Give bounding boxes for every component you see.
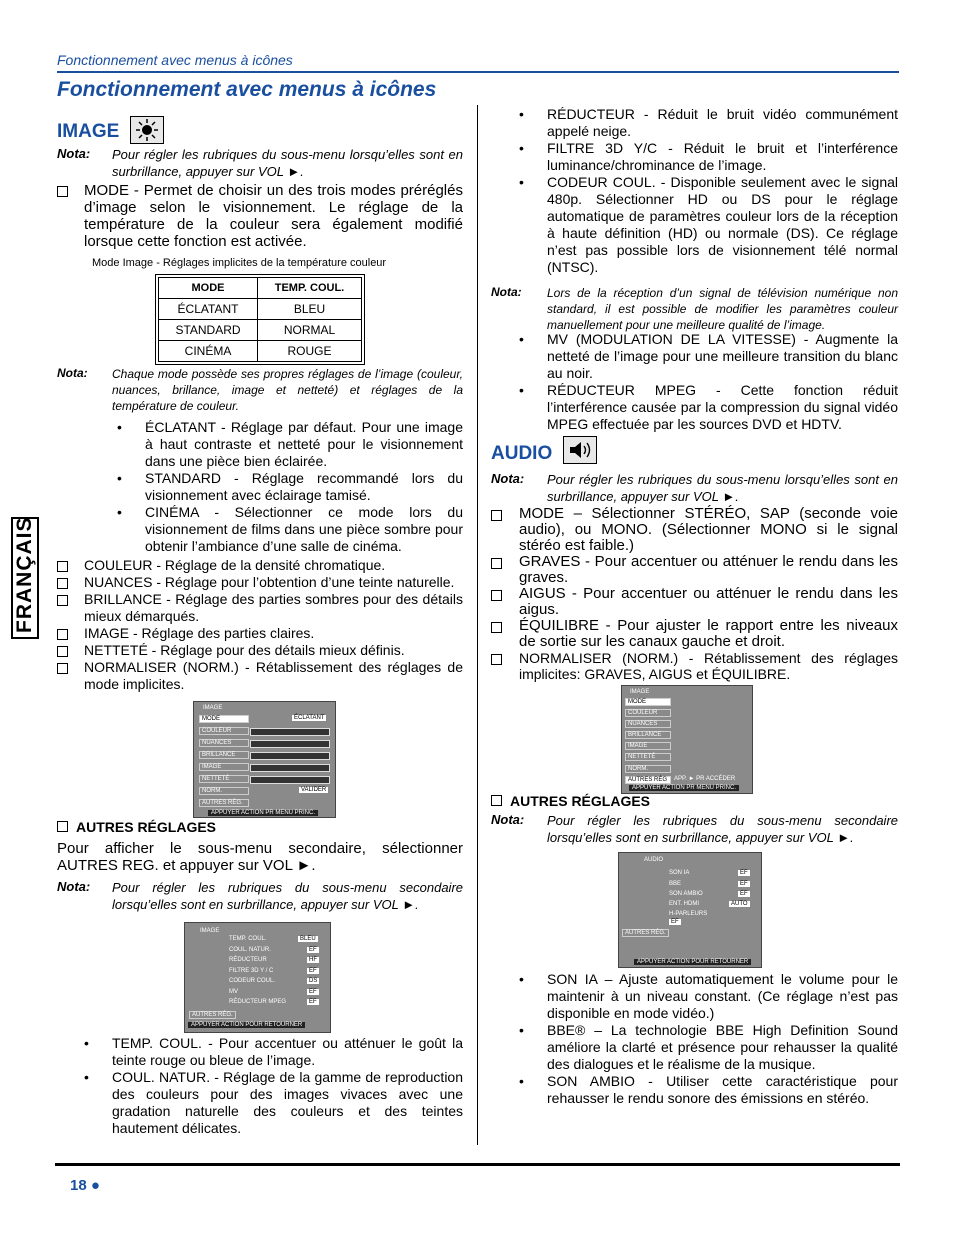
list-item: • TEMP. COUL. - Pour accentuer ou atténuer le goût la teinte rouge ou bleue de l’image. [112, 1035, 463, 1069]
autres-text: Pour afficher le sous-menu secondaire, sélectionner AUTRES REG. et appuyer sur VOL ►. [57, 840, 463, 874]
autres-heading: AUTRES RÉGLAGES [510, 793, 651, 809]
table-cell: CINÉMA [159, 341, 258, 362]
nota-text: Pour régler les rubriques du sous-menu lorsqu’elles sont en surbrillance, appuyer sur VOL ►. [547, 472, 898, 504]
checkbox-icon [491, 795, 502, 806]
menu-value: EF [309, 989, 317, 995]
screen-title: IMAGE [203, 705, 223, 711]
menu-item: AUTRES RÉG [625, 776, 671, 784]
nota-6 [491, 812, 898, 848]
list-item: GRAVES - Pour accentuer ou atténuer le rendu dans les graves. [519, 553, 898, 586]
right-bullets-mid [547, 331, 898, 433]
nota-label: Nota: [491, 471, 525, 486]
checkbox-icon [491, 510, 502, 521]
slider-bar [250, 776, 330, 784]
menu-item: NORM. [625, 765, 671, 773]
checkbox-icon [57, 186, 68, 197]
table-header: MODE [159, 278, 258, 299]
checkbox-icon [491, 590, 502, 601]
nota-label: Nota: [491, 285, 522, 299]
menu-item: MV [229, 989, 238, 995]
slider-bar [250, 740, 330, 748]
autres-heading-right [491, 793, 650, 809]
running-head: Fonctionnement avec menus à icônes [57, 52, 293, 68]
list-item: • ÉCLATANT - Réglage par défaut. Pour une image à haut contraste et netteté pour le visionnement dans une pièce bien éclairée. [145, 419, 463, 470]
menu-item: RÉDUCTEUR [229, 957, 267, 963]
list-item: • CINÉMA - Sélectionner ce mode lors du visionnement de films dans une pièce sombre pour obtenir l’ambiance d’une salle de cinéma. [145, 504, 463, 555]
header-rule [57, 71, 899, 73]
slider-bar [250, 752, 330, 760]
list-item: • MV (MODULATION DE LA VITESSE) - Augmente la netteté de l’image pour une meilleure transition du blanc au noir. [547, 331, 898, 382]
checkbox-icon [57, 595, 68, 606]
app-label: APP. ► PR ACCÉDER [674, 776, 736, 782]
validate-label: VALIDER [301, 787, 327, 793]
table-cell: ROUGE [258, 341, 362, 362]
menu-item: TEMP. COUL. [229, 936, 267, 942]
menu-item: SON IA [669, 870, 690, 876]
column-divider [477, 105, 478, 1145]
nota-5 [491, 471, 898, 507]
menu-value: DS [309, 978, 318, 984]
table-cell: ÉCLATANT [159, 299, 258, 320]
mode-paragraph [57, 182, 463, 250]
autres-heading-left [57, 819, 216, 835]
table-header: TEMP. COUL. [258, 278, 362, 299]
screen-image-submenu [184, 922, 331, 1033]
menu-item: ENT. HDMI [669, 901, 699, 907]
menu-value: EF [309, 999, 317, 1005]
brightness-icon [130, 116, 164, 144]
menu-value: EF [309, 968, 317, 974]
screen-title: AUDIO [644, 857, 664, 863]
list-item: NUANCES - Réglage pour l’obtention d’une teinte naturelle. [84, 574, 455, 590]
menu-item: RÉDUCTEUR MPEG [229, 999, 287, 1005]
nota-label: Nota: [57, 879, 91, 894]
nota-1 [57, 146, 463, 182]
checkbox-icon [57, 646, 68, 657]
bottom-bullets [112, 1035, 463, 1137]
list-item: MODE – Sélectionner STÉRÉO, SAP (seconde voie audio), ou MONO. (Sélectionner MONO si le signal stéréo est faible.) [519, 505, 898, 554]
screen-audio-submenu [618, 852, 762, 968]
menu-item: MODE [625, 698, 671, 706]
mode-bullets [145, 419, 463, 555]
menu-value: AUTO [731, 901, 748, 907]
screen-footer: APPUYER ACTION PR MENU PRINC. [629, 785, 739, 791]
list-item: • COUL. NATUR. - Réglage de la gamme de reproduction des couleurs pour des images vivaces avec une gradation naturelle des couleurs et des teintes hautement délicates. [112, 1069, 463, 1137]
menu-item: NUANCES [625, 720, 671, 728]
checkbox-icon [57, 578, 68, 589]
list-item: • FILTRE 3D Y/C - Réduit le bruit et l’interférence luminance/chrominance de l’image. [547, 140, 898, 174]
menu-value: HF [309, 957, 317, 963]
audio-heading: AUDIO [491, 443, 553, 464]
list-item: • SON AMBIO - Utiliser cette caractéristique pour rehausser le rendu sonore des émissions en stéréo. [547, 1073, 898, 1107]
screen-image-menu [193, 701, 336, 818]
side-tab [0, 516, 38, 640]
checkbox-icon [57, 821, 68, 832]
checkbox-icon [57, 561, 68, 572]
mode-value: ÉCLATANT [294, 715, 325, 721]
menu-item: AUTRES RÉG. [622, 929, 669, 937]
menu-item: MODE [199, 715, 249, 723]
autres-heading: AUTRES RÉGLAGES [76, 819, 217, 835]
screen-footer: APPUYER ACTION POUR RETOURNER [634, 959, 751, 965]
menu-item: COULEUR [625, 709, 671, 717]
checkbox-icon [491, 654, 502, 665]
menu-item: SON AMBIO [669, 891, 703, 897]
menu-value: EF [740, 870, 748, 876]
checkbox-icon [491, 622, 502, 633]
nota-3 [57, 879, 463, 915]
list-item: • CODEUR COUL. - Disponible seulement avec le signal 480p. Sélectionner HD ou DS pour le réglage automatique de paramètres couleur lors de la réception à haute définition (HD) ou normale (DS). Ce réglage n’est pas possible lors de visionnement télé normal (NTSC). [547, 174, 898, 276]
menu-item: NETTETÉ [625, 753, 671, 761]
menu-item: IMAGE [625, 742, 671, 750]
right-bullets-bottom [547, 971, 898, 1107]
menu-item: NETTETÉ [199, 775, 249, 783]
checkbox-icon [57, 629, 68, 640]
screen-title: IMAGE [200, 928, 220, 934]
list-item: • RÉDUCTEUR - Réduit le bruit vidéo communément appelé neige. [547, 106, 898, 140]
menu-item: FILTRE 3D Y / C [229, 968, 274, 974]
mode-text: MODE - Permet de choisir un des trois modes préréglés d’image selon le visionnement. Le réglage de la température de la couleur sera également modifié lorsque cette fonction est activée. [84, 182, 463, 250]
menu-item: AUTRES RÉG. [199, 799, 249, 807]
menu-item: AUTRES RÉG. [189, 1011, 236, 1019]
table-cell: NORMAL [258, 320, 362, 341]
menu-item: BRILLANCE [625, 731, 671, 739]
menu-value: BLEU [300, 936, 316, 942]
list-item: • BBE® – La technologie BBE High Definition Sound améliore la clarté et présence pour rehausser la qualité des dialogues et le réalisme de la musique. [547, 1022, 898, 1073]
checkbox-icon [57, 663, 68, 674]
menu-item: COUL. NATUR. [229, 947, 271, 953]
menu-value: EF [671, 919, 679, 925]
list-item: COULEUR - Réglage de la densité chromatique. [84, 557, 386, 573]
table-cell: STANDARD [159, 320, 258, 341]
menu-item: H-PARLEURS [669, 911, 708, 917]
nota-text: Pour régler les rubriques du sous-menu lorsqu’elles sont en surbrillance, appuyer sur VOL ►. [112, 147, 463, 179]
nota-label: Nota: [57, 366, 88, 380]
audio-options [491, 506, 898, 682]
right-bullets-top [547, 106, 898, 276]
list-item: • SON IA – Ajuste automatiquement le volume pour le maintenir à un niveau constant. (Ce réglage n’est pas disponible en mode vidéo.) [547, 971, 898, 1022]
table-cell: BLEU [258, 299, 362, 320]
nota-text: Lors de la réception d’un signal de télévision numérique non standard, il est possible de modifier les paramètres couleur manuellement pour une meilleure qualité de l’image. [547, 286, 898, 332]
page-number: 18 ● [70, 1177, 100, 1194]
screen-footer: APPUYER ACTION POUR RETOURNER [188, 1022, 305, 1028]
list-item: IMAGE - Réglage des parties claires. [84, 625, 315, 641]
menu-item: BRILLANCE [199, 751, 249, 759]
menu-item: NUANCES [199, 739, 249, 747]
menu-value: EF [309, 947, 317, 953]
table-caption: Mode Image - Réglages implicites de la température couleur [92, 257, 387, 269]
menu-item: NORM. [199, 787, 249, 795]
list-item: BRILLANCE - Réglage des parties sombres pour des détails mieux démarqués. [84, 591, 463, 624]
menu-item: CODEUR COUL. [229, 978, 276, 984]
list-item: • RÉDUCTEUR MPEG - Cette fonction réduit l’interférence causée par la compression du signal vidéo MPEG effectuée par les sources DVD et HDTV. [547, 382, 898, 433]
screen-title: IMAGE [630, 689, 650, 695]
list-item: NORMALISER (NORM.) - Rétablissement des réglages implicites: GRAVES, AIGUS et ÉQUILIBRE. [519, 650, 898, 682]
mode-table [155, 274, 365, 365]
nota-text: Chaque mode possède ses propres réglages de l’image (couleur, nuances, brillance, image et netteté) et réglages de la température de couleur. [112, 367, 463, 413]
menu-item: COULEUR [199, 727, 249, 735]
slider-bar [250, 764, 330, 772]
options-list [57, 557, 463, 693]
list-item: NETTETÉ - Réglage pour des détails mieux définis. [84, 642, 405, 658]
image-heading-row [57, 116, 164, 144]
list-item: AIGUS - Pour accentuer ou atténuer le rendu dans les aigus. [519, 585, 898, 618]
list-item: NORMALISER (NORM.) - Rétablissement des réglages de mode implicites. [84, 659, 463, 692]
slider-bar [250, 728, 330, 736]
speaker-icon [563, 436, 597, 464]
menu-value: EF [740, 881, 748, 887]
footer-rule [55, 1163, 900, 1166]
image-heading: IMAGE [57, 121, 120, 142]
checkbox-icon [491, 558, 502, 569]
nota-label: Nota: [57, 146, 91, 161]
menu-item: BBE [669, 881, 682, 887]
nota-text: Pour régler les rubriques du sous-menu secondaire lorsqu’elles sont en surbrillance, appuyer sur VOL ►. [547, 813, 898, 845]
menu-value: EF [740, 891, 748, 897]
nota-label: Nota: [491, 812, 525, 827]
screen-audio-menu [621, 685, 753, 794]
list-item: ÉQUILIBRE - Pour ajuster le rapport entre les niveaux de sortie sur les canaux gauche et droit. [519, 617, 898, 650]
page-title: Fonctionnement avec menus à icônes [57, 78, 437, 101]
screen-footer: APPUYER ACTION PR MENU PRINC. [208, 810, 318, 816]
list-item: • STANDARD - Réglage recommandé lors du visionnement avec éclairage tamisé. [145, 470, 463, 504]
menu-item: IMAGE [199, 763, 249, 771]
audio-heading-row [491, 436, 597, 465]
nota-text: Pour régler les rubriques du sous-menu secondaire lorsqu’elles sont en surbrillance, appuyer sur VOL ►. [112, 880, 463, 912]
side-tab-label: FRANÇAIS [11, 517, 39, 639]
